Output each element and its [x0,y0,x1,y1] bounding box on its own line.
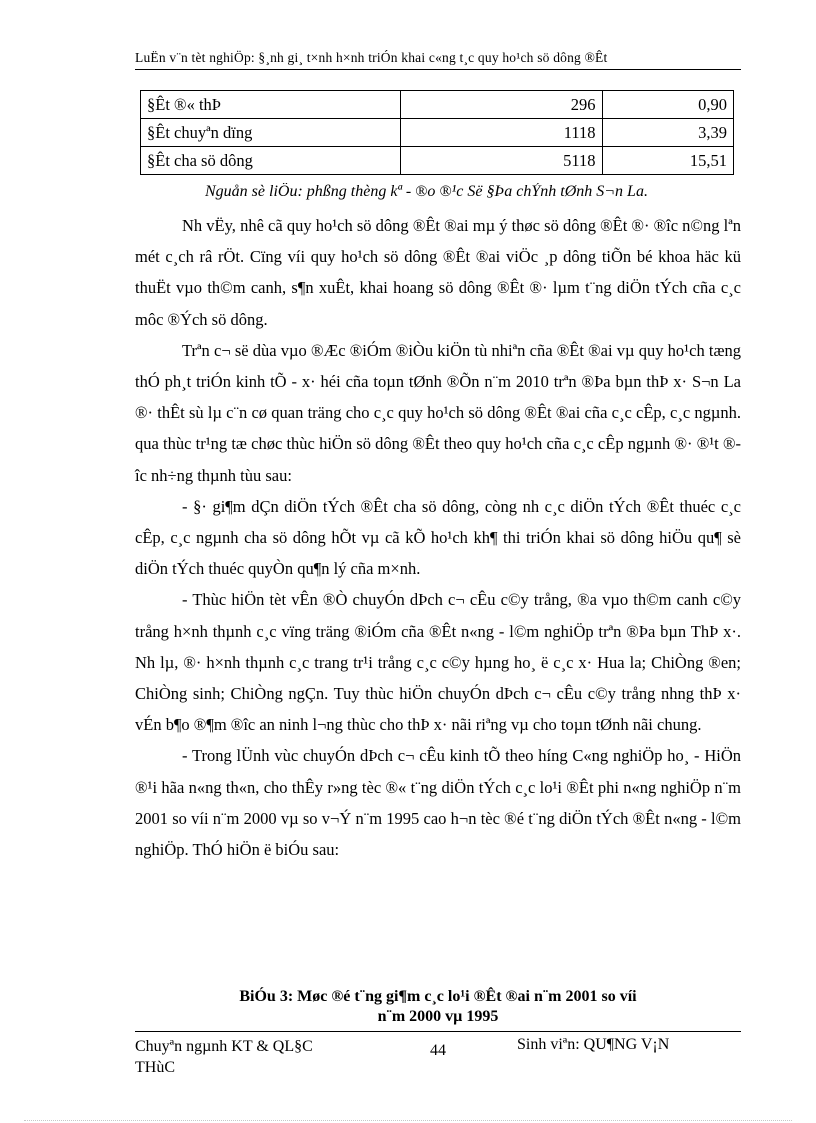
table-cell-percent: 15,51 [602,147,733,175]
land-use-table [140,90,734,175]
table-row [141,91,734,119]
paragraph: Trªn c¬ së dùa vµo ®Æc ®iÓm ®iÒu kiÖn tù nhiªn cña ®Êt ®ai vµ quy ho¹ch tæng thÓ ph¸t triÓn kinh tÕ - x· héi cña toµn tØnh ®Õn n¨m 2010 trªn ®Þa bµn thÞ x· S¬n La ®· thÊt sù lµ c¨n cø quan träng cho c¸c quy ho¹ch sö dông ®Êt ®ai cña c¸c cÊp, c¸c ngµnh. qua thùc tr¹ng tæ chøc thùc hiÖn sö dông ®Êt theo quy ho¹ch cña c¸c cÊp ngµnh ®· ®¹t ®îc nh÷ng thµnh tùu sau: [135,340,741,485]
paragraph: - Trong lÜnh vùc chuyÓn dÞch c¬ cÊu kinh tÕ theo híng C«ng nghiÖp ho¸ - HiÖn ®¹i hãa n«ng th«n, cho thÊy r»ng tèc ®« t¨ng diÖn tÝch c¸c lo¹i ®Êt phi n«ng nghiÖp n¨m 2001 so víi n¨m 2000 vµ so v¬Ý n¨m 1995 cao h¬n tèc ®é t¨ng diÖn tÝch ®Êt n«ng - l©m nghiÖp. ThÓ hiÖn ë biÓu sau: [135,746,741,860]
table-cell-percent: 0,90 [602,91,733,119]
table-caption [135,987,741,1027]
paragraph: - Thùc hiÖn tèt vÊn ®Ò chuyÓn dÞch c¬ cÊu c©y trång, ®a vµo th©m canh c©y trång h×nh thµnh c¸c vïng träng ®iÓm cña ®Êt n«ng - l©m nghiÖp trªn ®Þa bµn ThÞ x·. Nh lµ, ®· h×nh thµnh c¸c trang tr¹i trång c¸c c©y hµng ho¸ ë c¸c x· Hua la; ChiÒng ®en; ChiÒng sinh; ChiÒng ngÇn. Tuy thùc hiÖn chuyÓn dÞch c¬ cÊu c©y trång nhng thÞ x· vÉn b¶o ®¶m ®îc an ninh l¬ng thùc cho thÞ x· nãi riªng vµ cho toµn tØnh nãi chung. [135,590,741,735]
table-cell-name: §Êt chuyªn dïng [141,119,401,147]
table-row [141,147,734,175]
table-cell-name: §Êt cha sö dông [141,147,401,175]
table-cell-area: 1118 [400,119,602,147]
table-cell-name: §Êt ®« thÞ [141,91,401,119]
table-cell-area: 5118 [400,147,602,175]
paragraph: - §· gi¶m dÇn diÖn tÝch ®Êt cha sö dông, còng nh c¸c diÖn tÝch ®Êt thuéc c¸c cÊp, c¸c ngµnh cha sö dông hÕt vµ cã kÕ ho¹ch kh¶ thi triÓn khai sö dông hiÖu qu¶ sè diÖn tÝch thuéc quyÒn qu¶n lý cña m×nh. [135,496,741,579]
running-header: LuËn v¨n tèt nghiÖp: §¸nh gi¸ t×nh h×nh triÓn khai c«ng t¸c quy ho¹ch sö dông ®Êt [135,50,608,65]
footer-rule [135,1031,741,1032]
table-cell-area: 296 [400,91,602,119]
table-cell-percent: 3,39 [602,119,733,147]
table-caption-line: n¨m 2000 vµ 1995 [377,1008,499,1025]
footer-student: Sinh viªn: QU¶NG V¡N [517,1036,670,1053]
table-caption-line: BiÓu 3: Møc ®é t¨ng gi¶m c¸c lo¹i ®Êt ®ai n¨m 2001 so víi [239,988,637,1005]
paragraph: Nh vËy, nhê cã quy ho¹ch sö dông ®Êt ®ai mµ ý thøc sö dông ®Êt ®· ®îc n©ng lªn mét c¸ch râ rÖt. Cïng víi quy ho¹ch sö dông ®Êt ®ai viÖc ¸p dông tiÕn bé khoa häc kü thuËt vµo th©m canh, s¶n xuÊt, khai hoang sö dông ®Êt ®· lµm t¨ng diÖn tÝch cña c¸c môc ®Ých sö dông. [135,216,741,329]
page-number: 44 [430,1042,446,1059]
table-source-note: Nguån sè liÖu: phßng thèng kª - ®o ®¹c Së §Þa chÝnh tØnh S¬n La. [205,183,648,200]
table-row [141,119,734,147]
header-rule [135,69,741,70]
body-text [135,210,741,865]
footer-department [135,1036,385,1078]
footer-department-line: THùC [135,1059,175,1076]
footer-department-line: Chuyªn ngµnh KT & QL§C [135,1038,313,1055]
page-edge-divider [24,1120,792,1121]
